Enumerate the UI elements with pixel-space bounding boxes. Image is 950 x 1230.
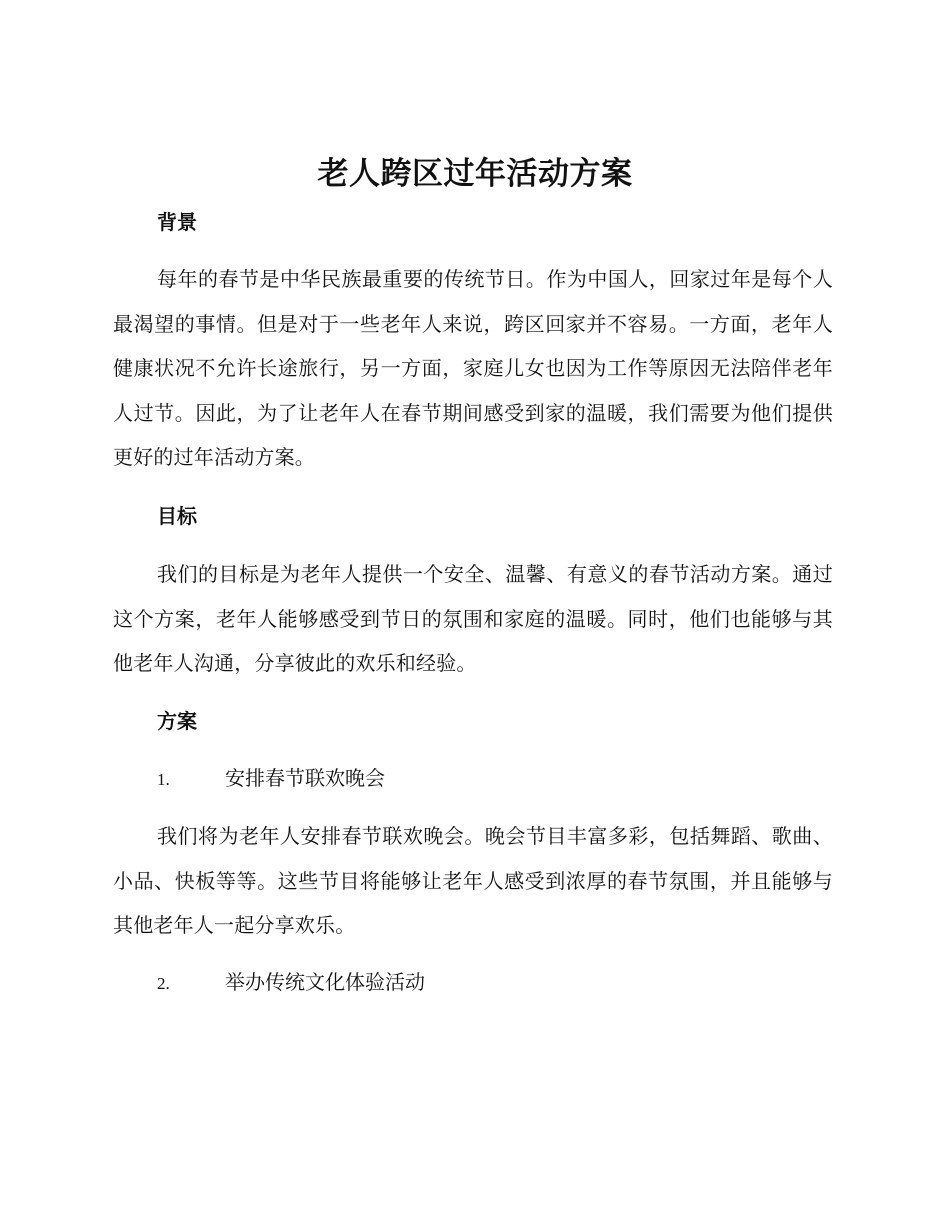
plan-item-title: 举办传统文化体验活动 [225, 970, 425, 994]
plan-item-2 [157, 967, 425, 999]
plan-item-1 [157, 763, 385, 795]
paragraph-background: 每年的春节是中华民族最重要的传统节日。作为中国人，回家过年是每个人最渴望的事情。但是对于一些老年人来说，跨区回家并不容易。一方面，老年人健康状况不允许长途旅行，另一方面，家庭儿女也因为工作等原因无法陪伴老年人过节。因此，为了让老年人在春节期间感受到家的温暖，我们需要为他们提供更好的过年活动方案。 [113, 267, 833, 469]
paragraph-plan-item-1: 我们将为老年人安排春节联欢晚会。晚会节目丰富多彩，包括舞蹈、歌曲、小品、快板等等。这些节目将能够让老年人感受到浓厚的春节氛围，并且能够与其他老年人一起分享欢乐。 [113, 824, 833, 937]
section-heading-background: 背景 [157, 210, 197, 234]
plan-item-number: 2. [157, 974, 170, 993]
plan-item-title: 安排春节联欢晚会 [225, 766, 385, 790]
section-heading-plan: 方案 [157, 709, 197, 733]
document-title: 老人跨区过年活动方案 [317, 156, 633, 192]
plan-item-number: 1. [157, 770, 170, 789]
section-heading-goal: 目标 [157, 504, 197, 528]
paragraph-goal: 我们的目标是为老年人提供一个安全、温馨、有意义的春节活动方案。通过这个方案，老年人能够感受到节日的氛围和家庭的温暖。同时，他们也能够与其他老年人沟通，分享彼此的欢乐和经验。 [113, 562, 833, 675]
